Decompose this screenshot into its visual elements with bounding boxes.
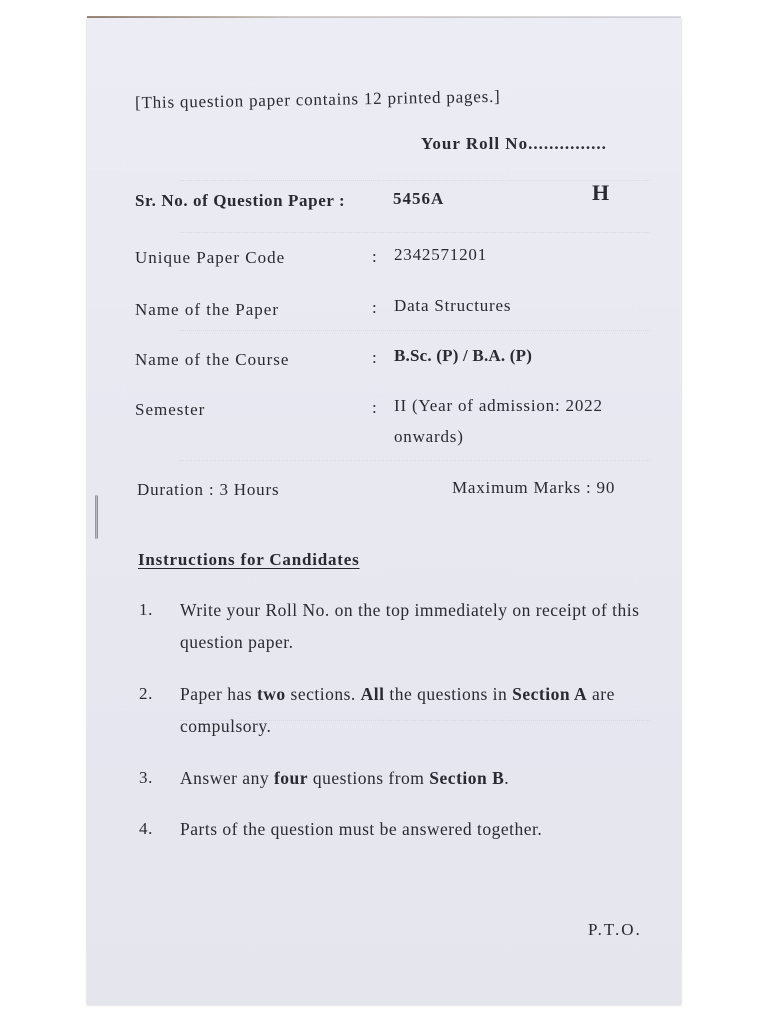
semester-value-line1: II (Year of admission: 2022	[394, 396, 603, 415]
sr-no-value: 5456A	[393, 189, 445, 208]
duration: Duration : 3 Hours	[137, 480, 280, 499]
semester-colon: :	[372, 398, 378, 417]
page-count-note: [This question paper contains 12 printed pages.]	[134, 86, 501, 113]
paper-name-label: Name of the Paper	[135, 300, 279, 319]
set-code: H	[592, 180, 610, 205]
course-name-colon: :	[372, 348, 378, 367]
course-name-label: Name of the Course	[135, 350, 290, 369]
instruction-2-part: are compulsory.	[180, 684, 615, 736]
instruction-1-text: Write your Roll No. on the top immediately on receipt of this question paper.	[180, 600, 640, 652]
instruction-3-number: 3.	[139, 768, 153, 787]
instruction-3-emphasis: Section B	[429, 768, 505, 788]
instruction-3-part: questions from	[308, 768, 430, 788]
instruction-3-text	[180, 762, 650, 794]
show-through-line	[180, 460, 650, 471]
upc-colon: :	[372, 247, 378, 266]
question-paper-sheet	[87, 18, 681, 1005]
semester-label: Semester	[135, 400, 206, 419]
instruction-1-number: 1.	[139, 600, 153, 619]
instruction-2-number: 2.	[139, 684, 153, 703]
show-through-line	[180, 232, 650, 243]
please-turn-over: P.T.O.	[588, 920, 642, 939]
course-name-value: B.Sc. (P) / B.A. (P)	[394, 346, 533, 365]
semester-value-line2: onwards)	[394, 427, 464, 446]
instruction-3-part: Answer any	[180, 768, 274, 788]
instruction-2-part: sections.	[285, 684, 361, 704]
instruction-2-text	[180, 678, 650, 742]
instruction-4-text: Parts of the question must be answered together.	[180, 819, 543, 839]
instruction-3-emphasis: four	[273, 768, 309, 788]
show-through-line	[180, 720, 650, 731]
instruction-2-emphasis: two	[256, 684, 286, 704]
instruction-3-part: .	[504, 768, 510, 788]
instruction-2-emphasis: All	[360, 684, 385, 704]
roll-number-field: Your Roll No...............	[421, 134, 607, 153]
upc-label: Unique Paper Code	[135, 248, 286, 267]
instruction-2-part: the questions in	[384, 684, 513, 704]
instruction-2-emphasis: Section A	[512, 684, 588, 704]
paper-name-colon: :	[372, 298, 378, 317]
show-through-line	[180, 180, 650, 191]
sr-no-label: Sr. No. of Question Paper :	[135, 191, 346, 210]
instruction-4-number: 4.	[139, 819, 153, 838]
staple-mark	[95, 495, 98, 539]
show-through-line	[180, 330, 650, 341]
maximum-marks: Maximum Marks : 90	[452, 478, 616, 497]
instruction-2-part: Paper has	[180, 684, 257, 704]
upc-value: 2342571201	[394, 245, 487, 264]
paper-name-value: Data Structures	[394, 296, 512, 315]
instructions-heading: Instructions for Candidates	[138, 550, 360, 569]
